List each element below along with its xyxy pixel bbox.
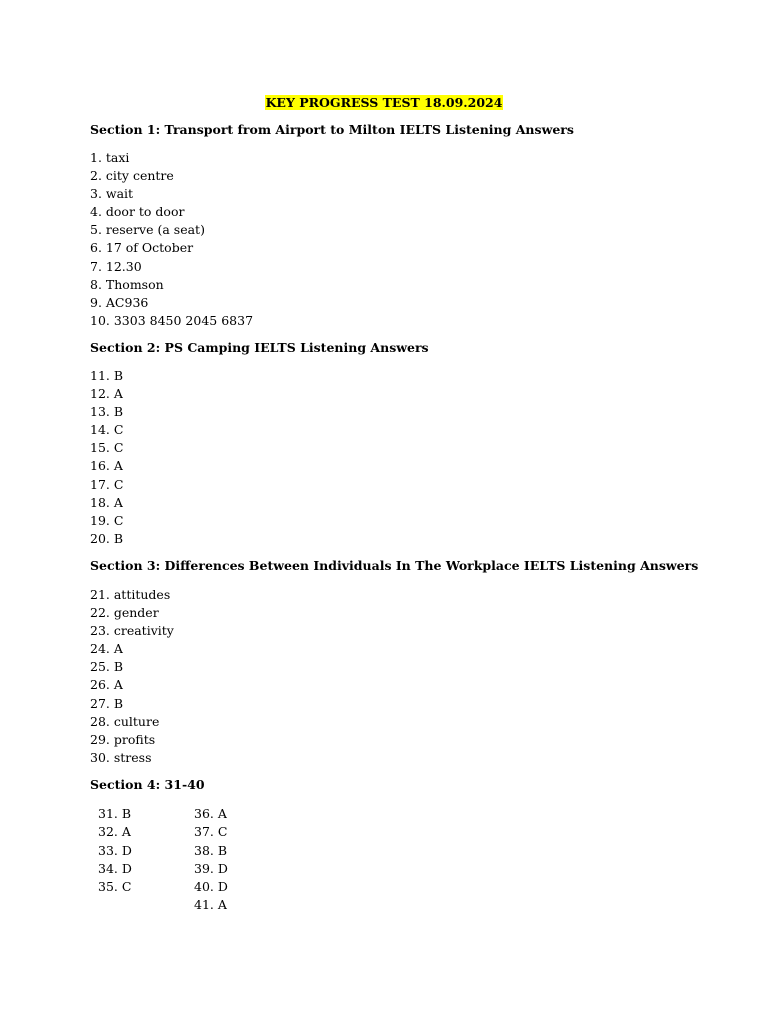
answer-item: 2. city centre bbox=[90, 168, 174, 184]
answer-item: 14. C bbox=[90, 422, 124, 438]
answer-item: 7. 12.30 bbox=[90, 258, 142, 274]
answer-item: 41. A bbox=[194, 897, 227, 913]
answer-item: 29. profits bbox=[90, 731, 156, 747]
answer-item: 16. A bbox=[90, 458, 123, 474]
section-3-answers bbox=[90, 586, 174, 767]
answer-item: 23. creativity bbox=[90, 623, 174, 639]
answer-item: 10. 3303 8450 2045 6837 bbox=[90, 312, 254, 328]
answer-item: 32. A bbox=[98, 824, 131, 840]
answer-item: 4. door to door bbox=[90, 204, 185, 220]
answer-item: 19. C bbox=[90, 512, 124, 528]
section-2-heading: Section 2: PS Camping IELTS Listening Answers bbox=[90, 340, 429, 355]
answer-item: 12. A bbox=[90, 386, 123, 402]
answer-item: 21. attitudes bbox=[90, 587, 171, 602]
section-4-answers-column-2 bbox=[194, 805, 228, 915]
document-title: KEY PROGRESS TEST 18.09.2024 bbox=[265, 95, 503, 110]
answer-item: 26. A bbox=[90, 677, 123, 693]
answer-item: 25. B bbox=[90, 659, 124, 675]
section-4-heading: Section 4: 31-40 bbox=[90, 777, 205, 792]
section-4-answers-column-1 bbox=[98, 805, 132, 896]
answer-item: 11. B bbox=[90, 368, 124, 383]
section-3-heading: Section 3: Differences Between Individuals In The Workplace IELTS Listening Answers bbox=[90, 558, 699, 573]
answer-item: 38. B bbox=[194, 842, 228, 858]
answer-item: 28. culture bbox=[90, 713, 160, 729]
answer-item: 40. D bbox=[194, 879, 228, 895]
answer-item: 6. 17 of October bbox=[90, 240, 194, 256]
answer-item: 8. Thomson bbox=[90, 276, 164, 292]
answer-item: 15. C bbox=[90, 440, 124, 456]
answer-item: 37. C bbox=[194, 824, 228, 840]
answer-item: 27. B bbox=[90, 695, 124, 711]
answer-item: 13. B bbox=[90, 404, 124, 420]
section-1-heading: Section 1: Transport from Airport to Milton IELTS Listening Answers bbox=[90, 122, 574, 137]
answer-item: 20. B bbox=[90, 530, 124, 546]
answer-item: 1. taxi bbox=[90, 150, 130, 165]
answer-item: 5. reserve (a seat) bbox=[90, 222, 205, 238]
answer-item: 30. stress bbox=[90, 749, 152, 765]
section-2-answers bbox=[90, 367, 123, 548]
answer-item: 35. C bbox=[98, 879, 132, 895]
answer-item: 22. gender bbox=[90, 605, 159, 621]
answer-item: 17. C bbox=[90, 476, 124, 492]
answer-item: 31. B bbox=[98, 806, 132, 821]
answer-item: 9. AC936 bbox=[90, 294, 149, 310]
answer-item: 39. D bbox=[194, 860, 228, 876]
answer-item: 3. wait bbox=[90, 186, 134, 202]
answer-item: 18. A bbox=[90, 494, 123, 510]
answer-item: 33. D bbox=[98, 842, 132, 858]
answer-item: 34. D bbox=[98, 860, 132, 876]
section-1-answers bbox=[90, 149, 253, 330]
answer-item: 24. A bbox=[90, 641, 123, 657]
answer-item: 36. A bbox=[194, 806, 227, 821]
